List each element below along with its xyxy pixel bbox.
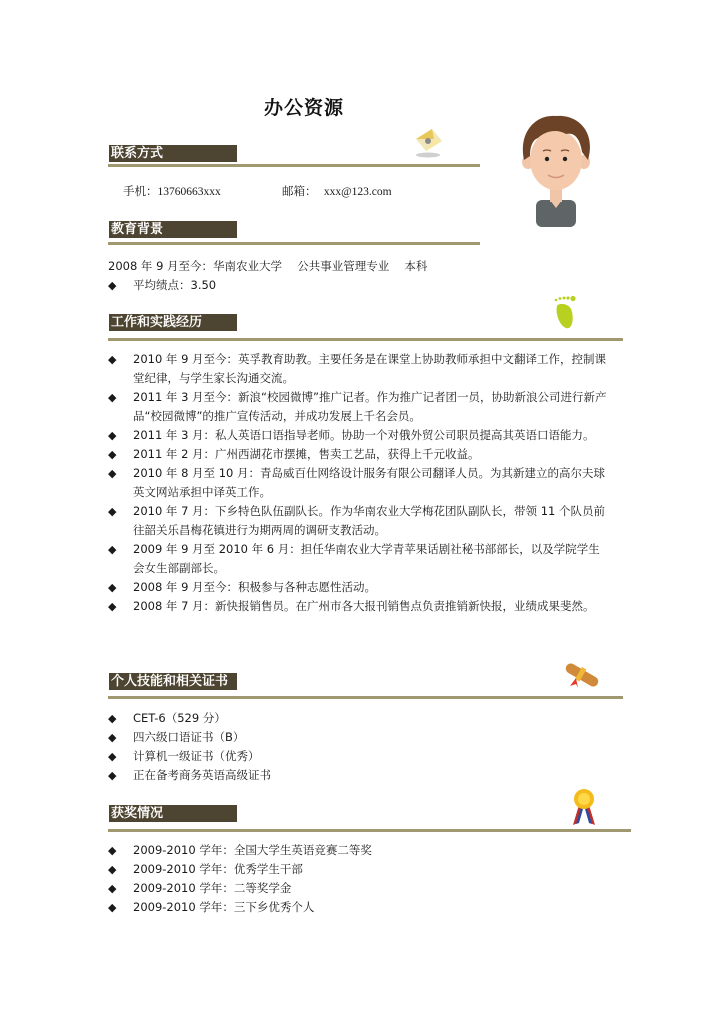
diamond-bullet-icon: ◆ [108,505,117,518]
diamond-bullet-icon: ◆ [108,467,117,480]
diamond-bullet-icon: ◆ [108,750,117,763]
list-item: ◆ 2009-2010 学年：全国大学生英语竞赛二等奖 [108,841,618,860]
section-rule [108,829,631,832]
phone-value: 13760663xxx [157,186,221,198]
list-item: ◆ 2009-2010 学年：优秀学生干部 [108,860,618,879]
diamond-bullet-icon: ◆ [108,901,117,914]
section-heading-education: 教育背景 [109,221,237,238]
list-item: ◆ 2011 年 3 月：私人英语口语指导老师。协助一个对俄外贸公司职员提高其英语口语能力。 [108,426,608,445]
list-item: ◆ 2009-2010 学年：二等奖学金 [108,879,618,898]
diamond-bullet-icon: ◆ [108,863,117,876]
section-rule [108,164,480,167]
diamond-bullet-icon: ◆ [108,769,117,782]
section-rule [108,696,623,699]
diamond-bullet-icon: ◆ [108,353,117,366]
diamond-bullet-icon: ◆ [108,391,117,404]
section-rule [108,338,623,341]
diamond-bullet-icon: ◆ [108,448,117,461]
awards-list [108,841,618,917]
list-item: ◆ 2011 年 2 月：广州西湖花市摆摊，售卖工艺品，获得上千元收益。 [108,445,608,464]
list-item: ◆ 2010 年 9 月至今：英孚教育助教。主要任务是在课堂上协助教师承担中文翻译工作，控制课堂纪律，与学生家长沟通交流。 [108,352,607,385]
section-heading-work: 工作和实践经历 [109,314,237,331]
section-heading-awards: 获奖情况 [109,805,237,822]
diamond-bullet-icon: ◆ [108,429,117,442]
diamond-bullet-icon: ◆ [108,581,117,594]
list-item: ◆ 四六级口语证书（B） [108,728,618,747]
diamond-bullet-icon: ◆ [108,731,117,744]
footprint-icon [552,294,578,334]
section-heading-skills: 个人技能和相关证书 [109,673,237,690]
diamond-bullet-icon: ◆ [108,543,117,556]
diploma-scroll-icon [560,660,602,694]
diamond-bullet-icon: ◆ [108,882,117,895]
diamond-bullet-icon: ◆ [108,844,117,857]
diamond-bullet-icon: ◆ [108,712,117,725]
list-item: ◆ 正在备考商务英语高级证书 [108,766,618,785]
education-list [108,276,618,295]
section-heading-contact: 联系方式 [109,145,237,162]
document-title: 办公资源 [263,97,344,119]
medal-ribbon-icon [570,787,598,831]
list-item: ◆ 计算机一级证书（优秀） [108,747,618,766]
list-item: ◆ CET-6（529 分） [108,709,618,728]
section-rule [108,242,480,245]
list-item: ◆ 2011 年 3 月至今：新浪“校园微博”推广记者。作为推广记者团一员，协助新浪公司进行新产品“校园微博”的推广宣传活动，并成功发展上千名会员。 [108,390,607,423]
list-item: ◆ 2008 年 7 月：新快报销售员。在广州市各大报刊销售点负责推销新快报，业绩成果斐然。 [108,597,608,616]
list-item: ◆ 2010 年 8 月至 10 月：青岛威百仕网络设计服务有限公司翻译人员。为其新建立的高尔夫球英文网站承担中译英工作。 [108,466,605,499]
skills-list [108,709,618,785]
diamond-bullet-icon: ◆ [108,279,117,292]
envelope-icon [410,125,446,159]
list-item: ◆ 2010 年 7 月：下乡特色队伍副队长。作为华南农业大学梅花团队副队长，带领 11 个队员前往韶关乐昌梅花镇进行为期两周的调研支教活动。 [108,504,605,537]
education-line: 2008 年 9 月至今：华南农业大学 公共事业管理专业 本科 [108,259,428,273]
contact-phone [123,182,221,202]
list-item: ◆ 2008 年 9 月至今：积极参与各种志愿性活动。 [108,578,608,597]
phone-label: 手机： [123,184,158,198]
list-item: ◆ 2009-2010 学年：三下乡优秀个人 [108,898,618,917]
list-item: ◆ 2009 年 9 月至 2010 年 6 月：担任华南农业大学青苹果话剧社秘书部部长，以及学院学生会女生部副部长。 [108,542,600,575]
email-value: xxx@123.com [323,186,392,198]
list-item: ◆ 平均绩点：3.50 [108,276,618,295]
work-list [108,350,608,616]
avatar [516,112,596,227]
diamond-bullet-icon: ◆ [108,600,117,613]
contact-email [282,182,392,202]
email-label: 邮箱： [282,184,317,198]
